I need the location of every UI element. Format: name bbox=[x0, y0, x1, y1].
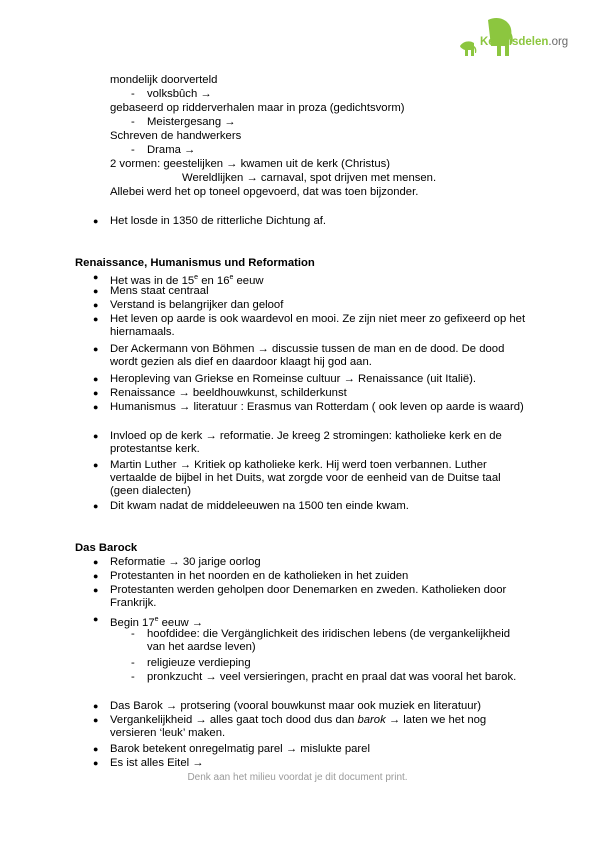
text-line: Meistergesang → bbox=[147, 116, 236, 128]
text-line: Schreven de handwerkers bbox=[110, 130, 242, 142]
list-item: Das Barok → protsering (vooral bouwkunst maar ook muziek en literatuur) bbox=[110, 700, 482, 712]
bullet-icon: ● bbox=[93, 286, 99, 296]
bullet-icon: ● bbox=[93, 715, 99, 725]
bullet-icon: ● bbox=[93, 314, 99, 324]
list-item: Martin Luther → Kritiek op katholieke kerk. Hij werd toen verbannen. Luther vertaalde de bijbel in het Duits, wat zorgde voor de eenheid van de Duitse taal (geen dialecten) bbox=[110, 459, 501, 497]
list-item: Invloed op de kerk → reformatie. Je kreeg 2 stromingen: katholieke kerk en de protestantse kerk. bbox=[110, 430, 502, 455]
text-line: Drama → bbox=[147, 144, 196, 156]
bullet-icon: ● bbox=[93, 744, 99, 754]
list-item: Heropleving van Griekse en Romeinse cultuur → Renaissance (uit Italië). bbox=[110, 373, 477, 385]
bullet-icon: ● bbox=[93, 460, 99, 470]
bullet-icon: ● bbox=[93, 614, 99, 624]
list-item: Mens staat centraal bbox=[110, 285, 209, 297]
list-item: Vergankelijkheid → alles gaat toch dood dus dan barok → laten we het nog versieren ‘leuk’ maken. bbox=[110, 714, 487, 739]
list-item: Barok betekent onregelmatig parel → mislukte parel bbox=[110, 743, 370, 755]
list-item: Reformatie → 30 jarige oorlog bbox=[110, 556, 261, 568]
bullet-icon: ● bbox=[93, 585, 99, 595]
text-line: 2 vormen: geestelijken → kwamen uit de kerk (Christus) bbox=[110, 158, 391, 170]
list-item: Het leven op aarde is ook waardevol en mooi. Ze zijn niet meer zo gefixeerd op het hiernamaals. bbox=[110, 313, 526, 338]
logo-text: Kennisdelen.org bbox=[480, 36, 569, 48]
list-item: Protestanten in het noorden en de katholieken in het zuiden bbox=[110, 570, 409, 582]
text-line: gebaseerd op ridderverhalen maar in proza (gedichtsvorm) bbox=[110, 102, 405, 114]
dash-marker: - bbox=[131, 88, 135, 100]
list-item: Renaissance → beeldhouwkunst, schilderkunst bbox=[110, 387, 347, 399]
dash-marker: - bbox=[131, 144, 135, 156]
sub-list-item: pronkzucht → veel versieringen, pracht en praal dat was vooral het barok. bbox=[147, 671, 517, 683]
list-item: Het losde in 1350 de ritterliche Dichtung af. bbox=[110, 215, 327, 227]
text-line: Allebei werd het op toneel opgevoerd, dat was toen bijzonder. bbox=[110, 186, 419, 198]
list-item: Protestanten werden geholpen door Denemarken en zweden. Katholieken door Frankrijk. bbox=[110, 584, 507, 609]
dash-marker: - bbox=[131, 628, 135, 640]
list-item: Der Ackermann von Böhmen → discussie tussen de man en de dood. De dood wordt gezien als dief en daardoor klaagt hij god aan. bbox=[110, 343, 505, 368]
page-footer: Denk aan het milieu voordat je dit document print. bbox=[187, 772, 408, 783]
list-item: Humanismus → literatuur : Erasmus van Rotterdam ( ook leven op aarde is waard) bbox=[110, 401, 524, 413]
sub-list-item: religieuze verdieping bbox=[147, 657, 251, 669]
bullet-icon: ● bbox=[93, 344, 99, 354]
bullet-icon: ● bbox=[93, 758, 99, 768]
bullet-icon: ● bbox=[93, 701, 99, 711]
text-line: mondelijk doorverteld bbox=[110, 74, 218, 86]
bullet-icon: ● bbox=[93, 431, 99, 441]
bullet-icon: ● bbox=[93, 388, 99, 398]
list-item: Es ist alles Eitel → bbox=[110, 757, 204, 769]
bullet-icon: ● bbox=[93, 571, 99, 581]
site-logo bbox=[458, 16, 578, 60]
dash-marker: - bbox=[131, 671, 135, 683]
text-line: volksbûch → bbox=[147, 88, 212, 100]
bullet-icon: ● bbox=[93, 402, 99, 412]
list-item: Begin 17e eeuw → bbox=[110, 616, 204, 629]
section-heading: Das Barock bbox=[75, 542, 138, 554]
list-item: Verstand is belangrijker dan geloof bbox=[110, 299, 284, 311]
bullet-icon: ● bbox=[93, 501, 99, 511]
bullet-icon: ● bbox=[93, 272, 99, 282]
list-item: Het was in de 15e en 16e eeuw bbox=[110, 274, 264, 287]
bullet-icon: ● bbox=[93, 557, 99, 567]
bullet-icon: ● bbox=[93, 300, 99, 310]
text-line: Wereldlijken → carnaval, spot drijven met mensen. bbox=[182, 172, 437, 184]
sub-list-item: hoofdidee: die Vergänglichkeit des iridischen lebens (de vergankelijkheid van het aardse leven) bbox=[147, 628, 510, 653]
list-item: Dit kwam nadat de middeleeuwen na 1500 ten einde kwam. bbox=[110, 500, 409, 512]
dash-marker: - bbox=[131, 116, 135, 128]
dash-marker: - bbox=[131, 657, 135, 669]
bullet-icon: ● bbox=[93, 216, 99, 226]
section-heading: Renaissance, Humanismus und Reformation bbox=[75, 257, 315, 269]
bullet-icon: ● bbox=[93, 374, 99, 384]
